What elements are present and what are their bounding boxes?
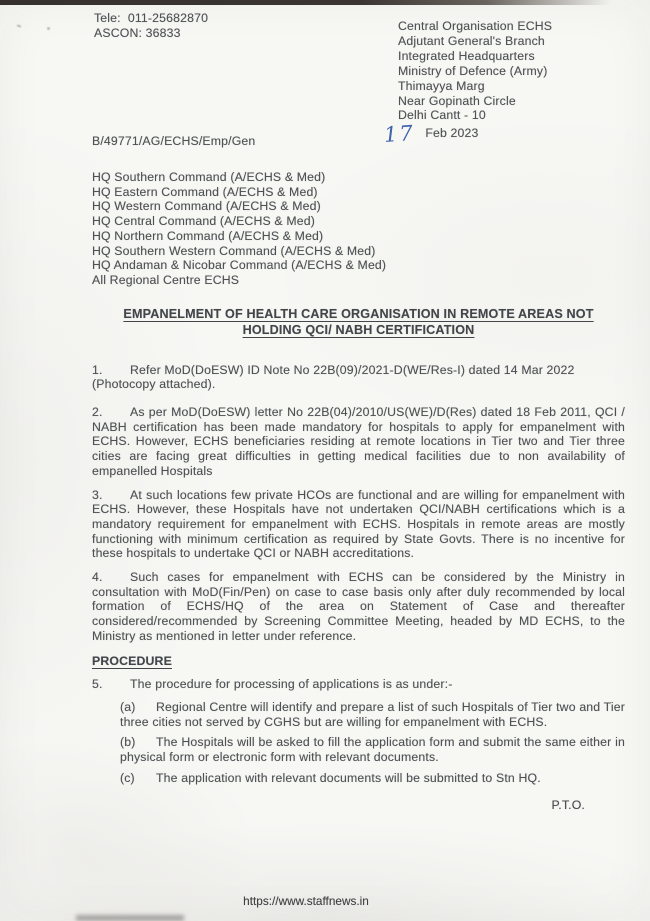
sub-item-a	[120, 700, 625, 729]
sub-item-text: The application with relevant documents will be submitted to Stn HQ.	[156, 770, 541, 785]
paragraph-1	[92, 363, 625, 392]
paragraph-3	[92, 488, 625, 562]
reference-date-row	[92, 120, 625, 149]
org-address-line: Delhi Cantt - 10	[398, 108, 486, 123]
org-address-line: Near Gopinath Circle	[398, 93, 516, 108]
contact-block	[94, 11, 208, 41]
date-month-year: Feb 2023	[425, 126, 479, 140]
paragraph-text: As per MoD(DoESW) letter No 22B(04)/2010/US(WE)/D(Res) dated 18 Feb 2011, QCI / NABH certification has been made mandatory for hospitals to apply for empanelment with ECHS. However, ECHS beneficiaries residing at remote locations in Tier two and Tier three cities are facing great difficulties in getting medical facilities due to non availability of empanelled Hospitals	[92, 405, 625, 478]
recipient-line: HQ Andaman & Nicobar Command (A/ECHS & Med)	[92, 258, 387, 273]
recipient-line: HQ Eastern Command (A/ECHS & Med)	[92, 184, 318, 199]
paragraph-5	[92, 677, 625, 692]
paragraph-number: 3.	[92, 487, 103, 502]
recipient-line: HQ Central Command (A/ECHS & Med)	[92, 214, 315, 229]
org-address-line: Central Organisation ECHS	[398, 19, 553, 33]
paragraph-text: Such cases for empanelment with ECHS can be considered by the Ministry in consultation with MoD(Fin/Pen) on case to case basis only after duly recommended by local formation of ECHS/HQ of the area on Statement of Case and thereafter considered/recommended by Screening Committee Meeting, headed by MD ECHS, to the Ministry as mentioned in letter under reference.	[92, 570, 625, 643]
sub-item-c	[120, 771, 625, 786]
paragraph-number: 1.	[92, 362, 103, 377]
paragraph-text: At such locations few private HCOs are functional and are willing for empanelment with ECHS. However, these Hospitals have not undertaken QCI/NABH certifications which is a mandatory requirement for empanelment with ECHS. Hospitals in remote areas are mostly functioning with minimum certification as required by State Govts. There is no incentive for these hospitals to undertake QCI or NABH accreditations.	[92, 487, 625, 561]
org-address-line: Adjutant General's Branch	[398, 33, 545, 48]
reference-number: B/49771/AG/ECHS/Emp/Gen	[92, 134, 256, 148]
telephone-line: Tele: 011-25682870	[94, 11, 209, 25]
recipient-line: HQ Western Command (A/ECHS & Med)	[92, 199, 321, 214]
sub-item-label: (b)	[120, 735, 136, 750]
recipient-line: HQ Southern Command (A/ECHS & Med)	[92, 170, 326, 184]
scan-speck-artifact	[47, 27, 50, 30]
sub-item-text: The Hospitals will be asked to fill the application form and submit the same either in physical form or electronic form with relevant documents.	[120, 735, 625, 765]
paragraph-2	[92, 405, 625, 479]
scan-speck-artifact	[17, 24, 21, 27]
paragraph-text: The procedure for processing of applications is as under:-	[130, 677, 453, 692]
paragraph-text: Refer MoD(DoESW) ID Note No 22B(09)/2021-D(WE/Res-I) dated 14 Mar 2022 (Photocopy attached).	[92, 362, 575, 392]
subject-title	[92, 306, 625, 339]
sub-item-b	[120, 735, 625, 764]
org-address-line: Integrated Headquarters	[398, 48, 535, 63]
sub-item-label: (a)	[120, 699, 136, 714]
paragraph-number: 4.	[92, 570, 103, 585]
recipient-line: HQ Southern Western Command (A/ECHS & Med)	[92, 243, 376, 258]
paragraph-4	[92, 570, 625, 644]
subject-title-line1: EMPANELMENT OF HEALTH CARE ORGANISATION IN REMOTE AREAS NOT	[123, 306, 594, 321]
ascon-line: ASCON: 36833	[94, 26, 181, 40]
scan-smudge-artifact	[76, 915, 184, 921]
letter-header	[92, 0, 625, 158]
sub-item-text: Regional Centre will identify and prepare a list of such Hospitals of Tier two and Tier three cities not served by CGHS but are willing for empanelment with ECHS.	[120, 699, 625, 729]
paragraph-number: 2.	[92, 405, 103, 420]
footer-url: https://www.staffnews.in	[243, 894, 369, 908]
pto-label: P.T.O.	[551, 797, 585, 812]
handwritten-day: 17	[383, 120, 416, 148]
organisation-address-block	[398, 19, 552, 123]
recipient-line: All Regional Centre ECHS	[92, 272, 240, 287]
procedure-heading: PROCEDURE	[92, 653, 172, 668]
letter-content	[92, 0, 625, 812]
org-address-line: Thimayya Marg	[398, 78, 485, 93]
date-block	[383, 120, 479, 148]
sub-item-label: (c)	[120, 770, 135, 785]
recipients-list	[92, 170, 625, 288]
procedure-heading-row	[92, 644, 625, 669]
org-address-line: Ministry of Defence (Army)	[398, 63, 548, 78]
paragraph-number: 5.	[92, 677, 103, 692]
recipient-line: HQ Northern Command (A/ECHS & Med)	[92, 228, 324, 243]
subject-title-line2: HOLDING QCI/ NABH CERTIFICATION	[242, 323, 475, 338]
